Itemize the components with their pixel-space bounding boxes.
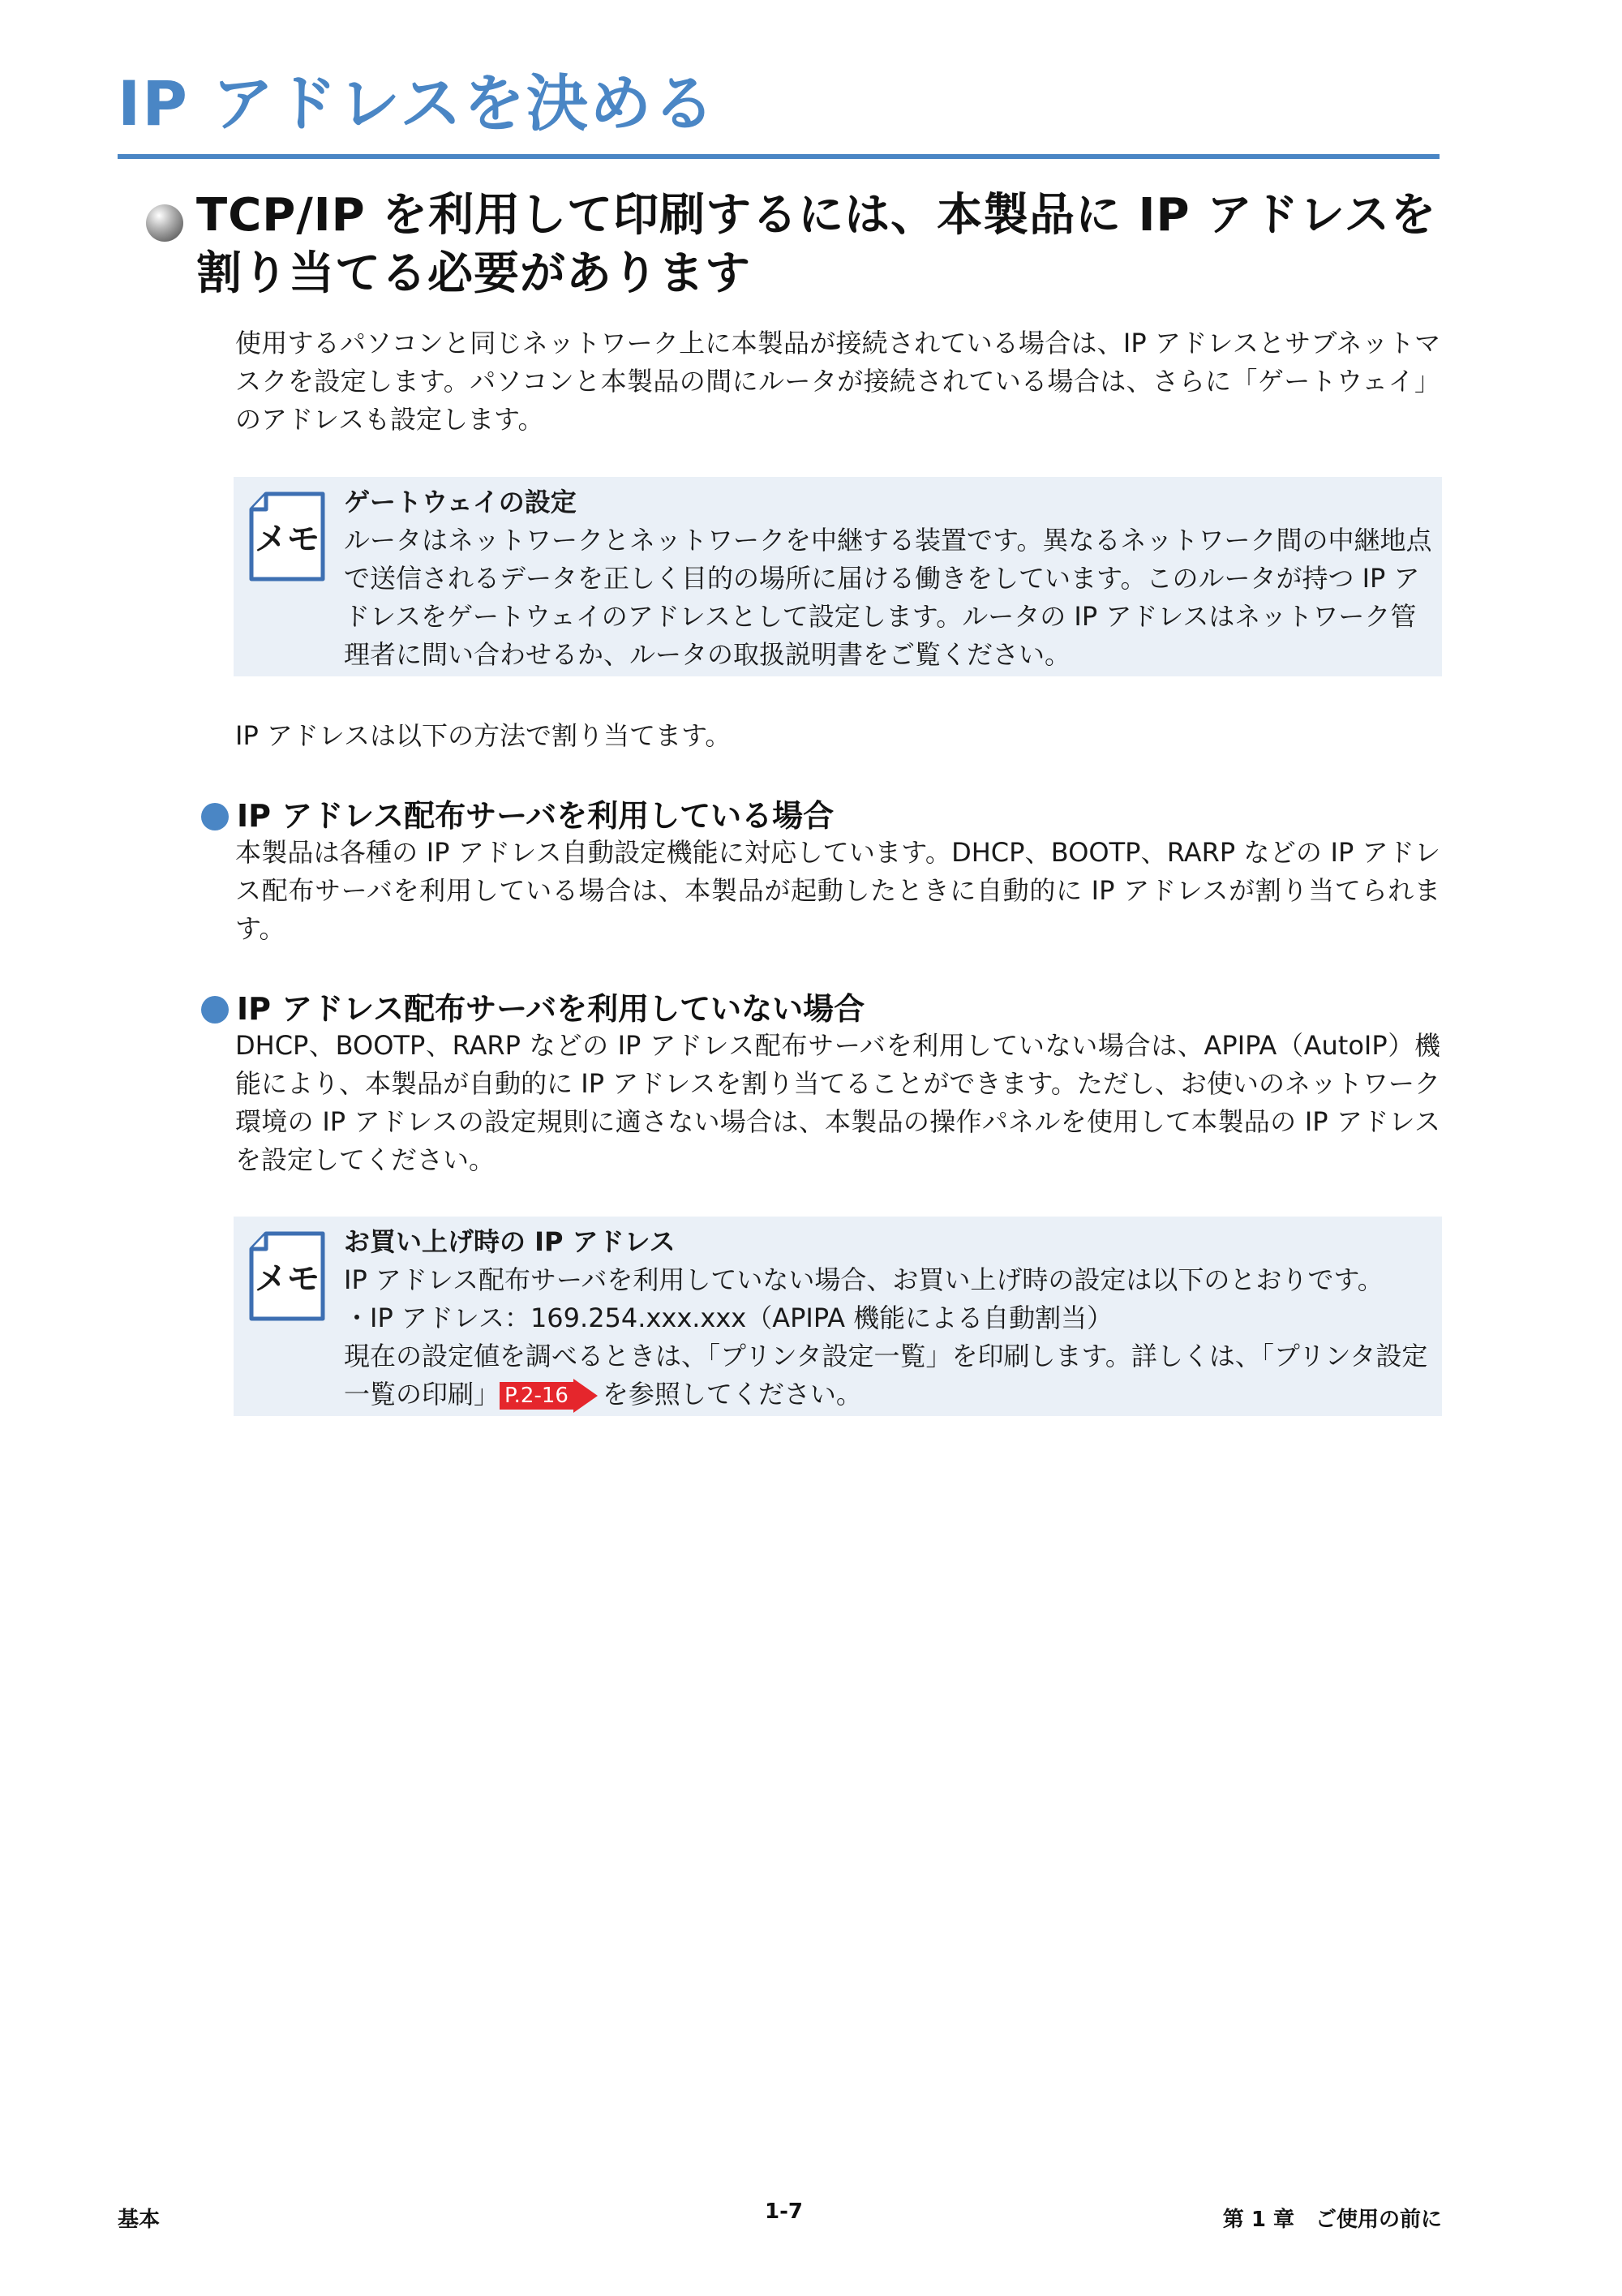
page-reference-link[interactable]: P.2-16: [500, 1382, 573, 1410]
memo-icon-label: メモ: [255, 1260, 320, 1298]
footer-section-label: 基本: [118, 2208, 161, 2232]
memo-text: ルータはネットワークとネットワークを中継する装置です。異なるネットワーク間の中継地点で送信されるデータを正しく目的の場所に届ける働きをしています。このルータが持つ IP アドレスをゲートウェイのアドレスとして設定します。ルータの IP アドレスはネットワーク管理者に問い合わせるか、ルータの取扱説明書をご覧ください。: [344, 525, 1432, 670]
gray-ball-icon: [146, 204, 183, 242]
memo-line-text: を参照してください。: [602, 1379, 862, 1410]
section-heading: [146, 187, 1444, 303]
memo-title: お買い上げ時の IP アドレス: [344, 1226, 676, 1257]
blue-bullet-icon: [201, 996, 229, 1024]
server-paragraph: 本製品は各種の IP アドレス自動設定機能に対応しています。DHCP、BOOTP、RARP などの IP アドレス配布サーバを利用している場合は、本製品が起動したときに自動的に IP アドレスが割り当てられます。: [235, 837, 1440, 944]
no-server-paragraph: DHCP、BOOTP、RARP などの IP アドレス配布サーバを利用していない場合は、APIPA（AutoIP）機能により、本製品が自動的に IP アドレスを割り当てることができます。ただし、お使いのネットワーク環境の IP アドレスの設定規則に適さない場合は、本製品の操作パネルを使用して本製品の IP アドレスを設定してください。: [235, 1030, 1440, 1175]
memo-box-gateway: [234, 477, 1442, 676]
memo-note-icon: [248, 1231, 326, 1322]
subheading-server: [201, 795, 1418, 837]
title-divider: [118, 154, 1440, 159]
footer-page-number: 1-7: [765, 2199, 803, 2224]
memo-line: ・IP アドレス：169.254.xxx.xxx（APIPA 機能による自動割当）: [344, 1302, 1114, 1333]
page-title: IP アドレスを決める: [118, 67, 717, 139]
memo-note-icon: [248, 491, 326, 582]
subheading-server-text: IP アドレス配布サーバを利用している場合: [237, 798, 835, 834]
subheading-no-server: [201, 988, 1418, 1030]
assign-intro: IP アドレスは以下の方法で割り当てます。: [235, 720, 732, 751]
section-heading-text: TCP/IP を利用して印刷するには、本製品に IP アドレスを割り当てる必要があります: [196, 189, 1437, 300]
footer-chapter-label: 第 1 章 ご使用の前に: [1222, 2208, 1442, 2232]
memo-box-default-ip: [234, 1217, 1442, 1416]
memo-icon-label: メモ: [255, 521, 320, 558]
memo-line-text: 現在の設定値を調べるときは、「プリンタ設定一覧」を印刷します。詳しくは、「プリンタ設定一覧の印刷」: [344, 1341, 1428, 1410]
memo-title: ゲートウェイの設定: [344, 487, 577, 517]
memo-line: IP アドレス配布サーバを利用していない場合、お買い上げ時の設定は以下のとおりです。: [344, 1264, 1384, 1295]
subheading-no-server-text: IP アドレス配布サーバを利用していない場合: [237, 991, 865, 1027]
intro-paragraph: 使用するパソコンと同じネットワーク上に本製品が接続されている場合は、IP アドレスとサブネットマスクを設定します。パソコンと本製品の間にルータが接続されている場合は、さらに「ゲートウェイ」のアドレスも設定します。: [235, 328, 1440, 435]
blue-bullet-icon: [201, 803, 229, 830]
memo-line-with-ref: [344, 1337, 1434, 1414]
